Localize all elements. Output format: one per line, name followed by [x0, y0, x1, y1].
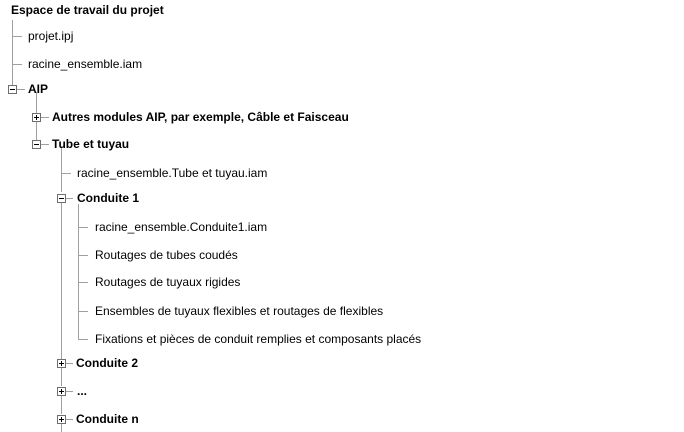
connector-line — [61, 200, 62, 360]
collapse-icon[interactable] — [32, 140, 41, 149]
tree-node-run-n[interactable]: Conduite n — [76, 412, 139, 426]
tree-item-root-assembly[interactable]: racine_ensemble.iam — [28, 57, 143, 71]
tree-node-tube-pipe[interactable]: Tube et tuyau — [52, 137, 130, 151]
tree-node-ellipsis[interactable]: ... — [77, 384, 88, 398]
tree-item-fittings[interactable]: Fixations et pièces de conduit remplies et composants placés — [95, 332, 422, 346]
connector-line — [66, 391, 73, 392]
connector-line — [41, 117, 49, 118]
tree-node-other-modules[interactable]: Autres modules AIP, par exemple, Câble et Faisceau — [52, 110, 349, 124]
tree-node-aip[interactable]: AIP — [28, 82, 49, 96]
connector-line — [78, 204, 79, 340]
connector-line — [78, 311, 88, 312]
tree-item-tube-pipe-assembly[interactable]: racine_ensemble.Tube et tuyau.iam — [77, 166, 268, 180]
tree-item-flexible-hose[interactable]: Ensembles de tuyaux flexibles et routages de flexibles — [95, 304, 384, 318]
connector-line — [78, 282, 88, 283]
connector-line — [66, 198, 73, 199]
collapse-icon[interactable] — [57, 194, 66, 203]
connector-line — [78, 227, 88, 228]
tree-node-run-2[interactable]: Conduite 2 — [76, 356, 138, 370]
connector-line — [12, 20, 13, 86]
connector-line — [61, 366, 62, 386]
connector-line — [41, 144, 49, 145]
connector-line — [61, 148, 62, 192]
expand-icon[interactable] — [57, 359, 66, 368]
connector-line — [78, 255, 88, 256]
tree-item-rigid-pipe-routes[interactable]: Routages de tuyaux rigides — [95, 275, 241, 289]
connector-line — [12, 64, 22, 65]
expand-icon[interactable] — [57, 387, 66, 396]
connector-line — [17, 89, 25, 90]
expand-icon[interactable] — [57, 415, 66, 424]
connector-line — [61, 173, 71, 174]
connector-line — [12, 36, 22, 37]
tree-item-run1-assembly[interactable]: racine_ensemble.Conduite1.iam — [95, 220, 268, 234]
connector-line — [61, 394, 62, 414]
tree-item-bent-tube-routes[interactable]: Routages de tubes coudés — [95, 248, 238, 262]
tree-node-run-1[interactable]: Conduite 1 — [77, 191, 139, 205]
expand-icon[interactable] — [32, 113, 41, 122]
connector-line — [78, 339, 88, 340]
tree-root-label: Espace de travail du projet — [11, 3, 164, 17]
connector-line — [66, 419, 73, 420]
connector-line — [66, 363, 73, 364]
tree-item-project-file[interactable]: projet.ipj — [28, 29, 74, 43]
collapse-icon[interactable] — [8, 85, 17, 94]
